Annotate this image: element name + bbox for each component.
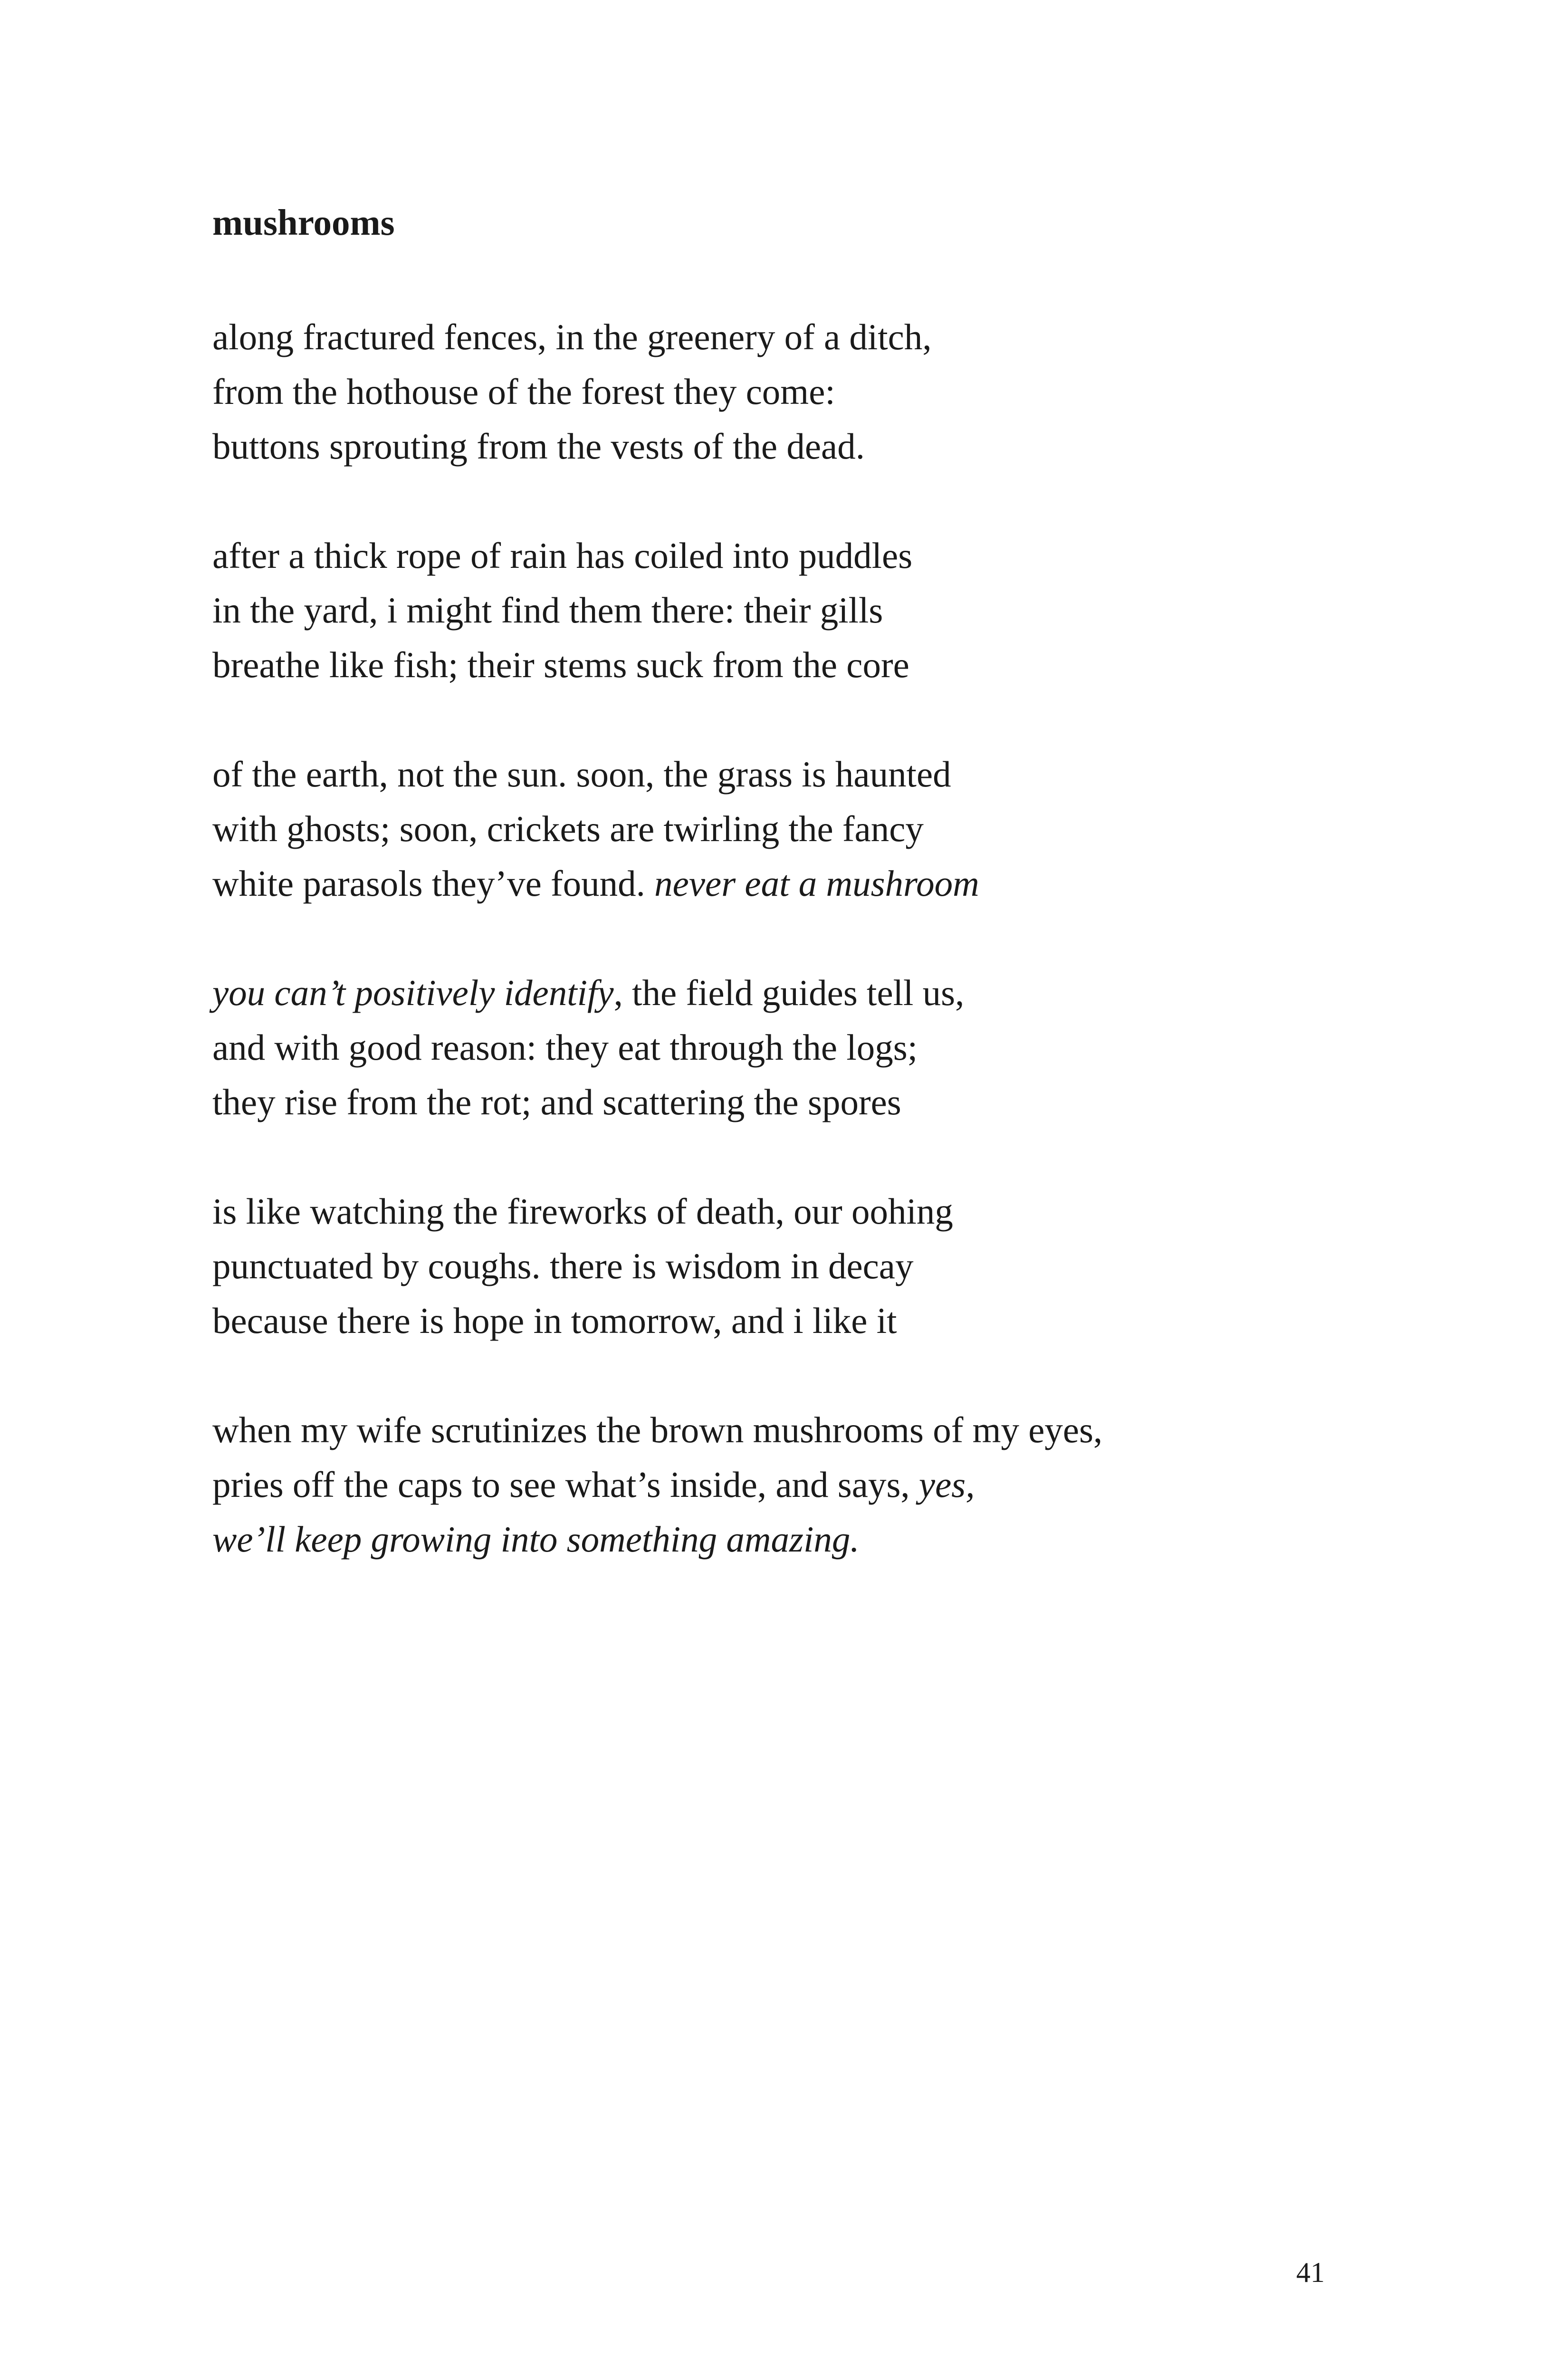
stanza-5: [212, 1184, 1448, 1348]
poem-line: is like watching the fireworks of death, our oohing: [212, 1191, 953, 1232]
poem-line: of the earth, not the sun. soon, the grass is haunted: [212, 754, 951, 795]
poem-line: they rise from the rot; and scattering the spores: [212, 1082, 901, 1122]
poem-line-roman: , the field guides tell us,: [613, 972, 965, 1013]
poem-line: and with good reason: they eat through the logs;: [212, 1027, 918, 1068]
poem-line: from the hothouse of the forest they come:: [212, 371, 835, 412]
stanza-4: [212, 966, 1448, 1130]
poem-title: mushrooms: [212, 202, 395, 243]
poem-line: after a thick rope of rain has coiled into puddles: [212, 535, 913, 576]
poem-line: [212, 1457, 1448, 1512]
poem-line-italic: never eat a mushroom: [654, 863, 979, 904]
poem-line: along fractured fences, in the greenery of a ditch,: [212, 316, 932, 357]
page-number: 41: [1296, 2257, 1325, 2288]
stanza-1: [212, 310, 1448, 474]
poem-line: [212, 856, 1448, 911]
stanza-6: [212, 1403, 1448, 1567]
poem-line-roman: pries off the caps to see what’s inside, and says,: [212, 1464, 919, 1505]
poem-line: [212, 1512, 1448, 1567]
poem-line: breathe like fish; their stems suck from the core: [212, 644, 909, 685]
poem-line: buttons sprouting from the vests of the dead.: [212, 426, 865, 467]
poem-line-italic: you can’t positively identify: [212, 972, 614, 1013]
poem-line: in the yard, i might find them there: their gills: [212, 590, 883, 631]
poem-body: [212, 310, 1448, 1621]
poem-line: when my wife scrutinizes the brown mushrooms of my eyes,: [212, 1409, 1103, 1450]
stanza-2: [212, 528, 1448, 692]
poem-line-italic: we’ll keep growing into something amazing.: [212, 1519, 860, 1560]
poem-line: [212, 966, 1448, 1020]
poem-line-italic: yes,: [918, 1464, 975, 1505]
poem-line: with ghosts; soon, crickets are twirling the fancy: [212, 808, 924, 849]
poem-line-roman: white parasols they’ve found.: [212, 863, 655, 904]
stanza-3: [212, 747, 1448, 911]
poem-line: punctuated by coughs. there is wisdom in decay: [212, 1245, 914, 1286]
poem-line: because there is hope in tomorrow, and i like it: [212, 1300, 897, 1341]
